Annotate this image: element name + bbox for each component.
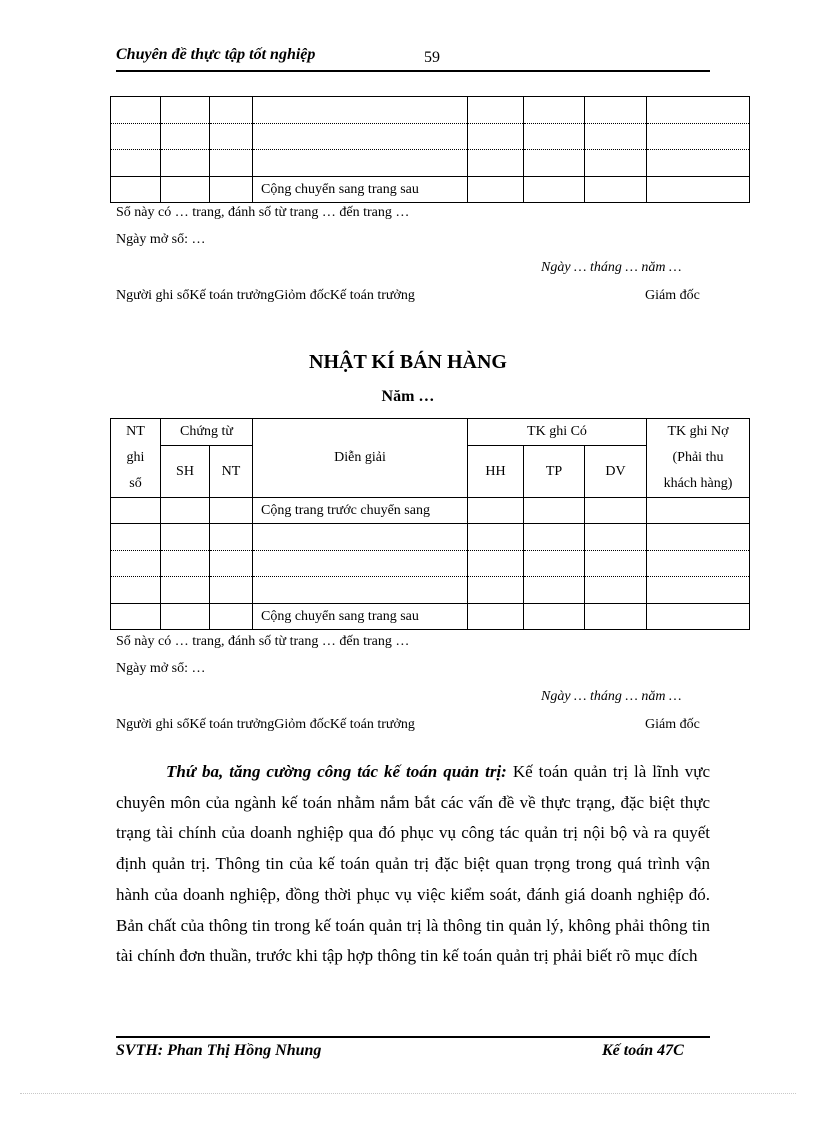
- table-row: [111, 577, 750, 604]
- note-open-date: Ngày mở sổ: …: [116, 232, 206, 247]
- note-open-date: Ngày mở sổ: …: [116, 661, 206, 676]
- footer-author: SVTH: Phan Thị Hồng Nhung: [116, 1042, 322, 1059]
- table-row: [111, 524, 750, 551]
- table-row: [111, 177, 750, 203]
- table-row: [111, 124, 750, 150]
- date-line: Ngày … tháng … năm …: [541, 689, 682, 704]
- carry-forward-label: Cộng chuyển sang trang sau: [253, 177, 468, 203]
- table-row: [111, 604, 750, 630]
- col-chung-tu: Chứng từ: [161, 419, 253, 446]
- signature-line: Người ghi sổKế toán trưởngGiỏm đốcKế toán trưởng: [116, 717, 415, 732]
- page-number: 59: [424, 49, 440, 66]
- note-pages: Sổ này có … trang, đánh số từ trang … đến trang …: [116, 205, 410, 220]
- col-sh: SH: [161, 446, 210, 498]
- header-title: Chuyên đề thực tập tốt nghiệp: [116, 46, 316, 63]
- carry-forward-label: Cộng chuyển sang trang sau: [253, 604, 468, 630]
- table-row: [111, 150, 750, 177]
- page-bottom-divider: [20, 1093, 796, 1094]
- col-hh: HH: [468, 446, 524, 498]
- sales-journal-table: [110, 418, 750, 630]
- col-nt: NT: [210, 446, 253, 498]
- header-rule: [116, 70, 710, 72]
- header-row: [111, 419, 750, 446]
- col-dien-giai: Diễn giải: [253, 419, 468, 498]
- col-tk-ghi-co: TK ghi Có: [468, 419, 647, 446]
- director-signature: Giám đốc: [645, 717, 700, 732]
- director-signature: Giám đốc: [645, 288, 700, 303]
- date-line: Ngày … tháng … năm …: [541, 260, 682, 275]
- col-tp: TP: [524, 446, 585, 498]
- table-row: [111, 551, 750, 577]
- document-subtitle: Năm …: [381, 388, 435, 405]
- top-ledger-table: [110, 96, 750, 203]
- signature-line: Người ghi sổKế toán trưởngGiỏm đốcKế toán trưởng: [116, 288, 415, 303]
- table-row: [111, 498, 750, 524]
- col-nt-ghi-so: NT ghi sổ: [111, 419, 161, 498]
- table-row: [111, 97, 750, 124]
- brought-forward-label: Cộng trang trước chuyển sang: [253, 498, 468, 524]
- col-tk-ghi-no: TK ghi Nợ (Phải thu khách hàng): [647, 419, 750, 498]
- note-pages: Sổ này có … trang, đánh số từ trang … đến trang …: [116, 634, 410, 649]
- footer-class: Kế toán 47C: [602, 1042, 684, 1059]
- body-paragraph: [116, 757, 710, 972]
- document-title: NHẬT KÍ BÁN HÀNG: [309, 351, 507, 373]
- col-dv: DV: [585, 446, 647, 498]
- paragraph-lead: Thứ ba, tăng cường công tác kế toán quản trị:: [166, 762, 507, 781]
- footer-rule: [116, 1036, 710, 1038]
- paragraph-body: Kế toán quản trị là lĩnh vực chuyên môn của ngành kế toán nhằm nắm bắt các vấn đề về thực trạng, đặc biệt thực trạng tài chính của doanh nghiệp qua đó phục vụ công tác quản trị nội bộ và ra quyết định quản trị. Thông tin của kế toán quản trị đặc biệt quan trọng trong quá trình vận hành của doanh nghiệp, đồng thời phục vụ việc kiểm soát, đánh giá doanh nghiệp đó. Bản chất của thông tin trong kế toán quản trị là thông tin quản lý, không phải thông tin tài chính đơn thuần, trước khi tập hợp thông tin kế toán quản trị phải biết rõ mục đích: [116, 762, 710, 966]
